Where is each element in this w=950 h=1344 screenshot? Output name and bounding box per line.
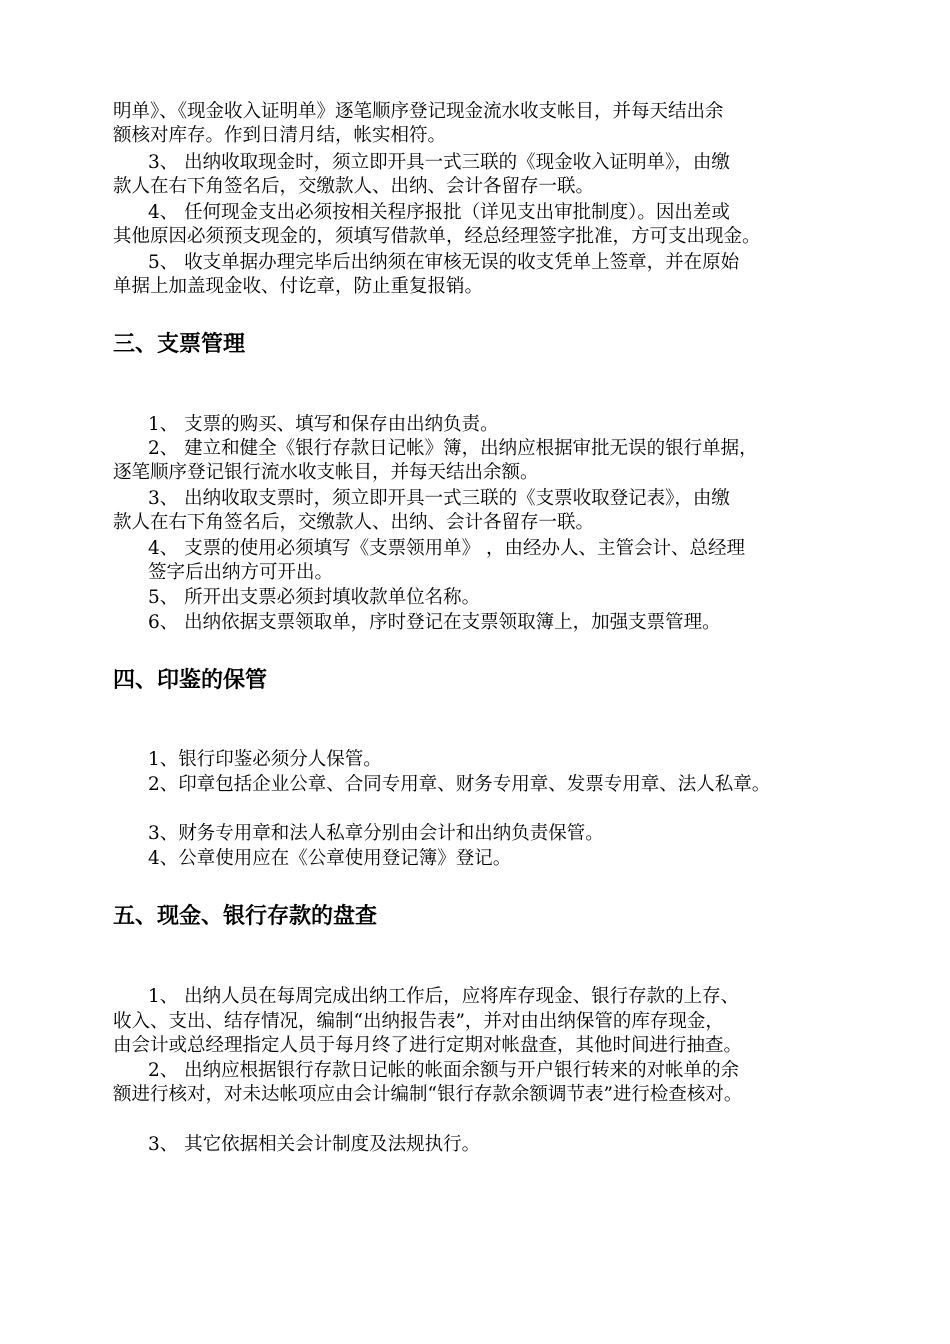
paragraph-line: 2、 建立和健全《银行存款日记帐》簿，出纳应根据审批无误的银行单据，: [148, 438, 758, 459]
paragraph-line: 4、 任何现金支出必须按相关程序报批（详见支出审批制度）。因出差或: [148, 202, 730, 223]
paragraph-line: 款人在右下角签名后，交缴款人、出纳、会计各留存一联。: [113, 176, 595, 197]
section-heading-seal-custody: 四、印鉴的保管: [113, 668, 268, 693]
paragraph-line: 4、公章使用应在《公章使用登记簿》登记。: [148, 848, 512, 869]
section-heading-cash-bank-audit: 五、现金、银行存款的盘查: [113, 904, 378, 929]
paragraph-line: 明单》、《现金收入证明单》逐笔顺序登记现金流水收支帐目，并每天结出余: [113, 101, 724, 122]
paragraph-line: 1、银行印鉴必须分人保管。: [148, 749, 382, 770]
paragraph-line: 款人在右下角签名后，交缴款人、出纳、会计各留存一联。: [113, 512, 595, 533]
paragraph-line: 其他原因必须预支现金的，须填写借款单，经总经理签字批准，方可支出现金。: [113, 226, 761, 247]
paragraph-line: 逐笔顺序登记银行流水收支帐目，并每天结出余额。: [113, 462, 539, 483]
paragraph-line: 收入、支出、结存情况，编制“出纳报告表”，并对由出纳保管的库存现金，: [113, 1011, 724, 1032]
section-heading-cheque-management: 三、支票管理: [113, 332, 246, 357]
paragraph-line: 4、 支票的使用必须填写《支票领用单》 ，由经办人、主管会计、总经理: [148, 538, 746, 559]
paragraph-line: 5、 收支单据办理完毕后出纳须在审核无误的收支凭单上签章，并在原始: [148, 252, 740, 273]
paragraph-line: 5、 所开出支票必须封填收款单位名称。: [148, 587, 481, 608]
paragraph-line: 6、 出纳依据支票领取单，序时登记在支票领取簿上，加强支票管理。: [148, 612, 721, 633]
paragraph-line: 由会计或总经理指定人员于每月终了进行定期对帐盘查，其他时间进行抽查。: [113, 1035, 743, 1056]
paragraph-line: 3、 出纳收取支票时，须立即开具一式三联的《支票收取登记表》，由缴: [148, 488, 730, 509]
paragraph-line: 2、 出纳应根据银行存款日记帐的帐面余额与开户银行转来的对帐单的余: [148, 1060, 740, 1081]
paragraph-line: 签字后出纳方可开出。: [148, 562, 334, 583]
paragraph-line: 2、印章包括企业公章、合同专用章、财务专用章、发票专用章、法人私章。: [148, 774, 771, 795]
paragraph-line: 3、 出纳收取现金时，须立即开具一式三联的《现金收入证明单》，由缴: [148, 152, 730, 173]
paragraph-line: 1、 出纳人员在每周完成出纳工作后，应将库存现金、银行存款的上存、: [148, 986, 740, 1007]
paragraph-line: 1、 支票的购买、填写和保存由出纳负责。: [148, 414, 499, 435]
paragraph-line: 单据上加盖现金收、付讫章，防止重复报销。: [113, 276, 484, 297]
paragraph-line: 3、财务专用章和法人私章分别由会计和出纳负责保管。: [148, 823, 604, 844]
paragraph-line: 额核对库存。作到日清月结，帐实相符。: [113, 125, 447, 146]
paragraph-line: 3、 其它依据相关会计制度及法规执行。: [148, 1134, 481, 1155]
paragraph-line: 额进行核对，对未达帐项应由会计编制“银行存款余额调节表”进行检查核对。: [113, 1084, 743, 1105]
